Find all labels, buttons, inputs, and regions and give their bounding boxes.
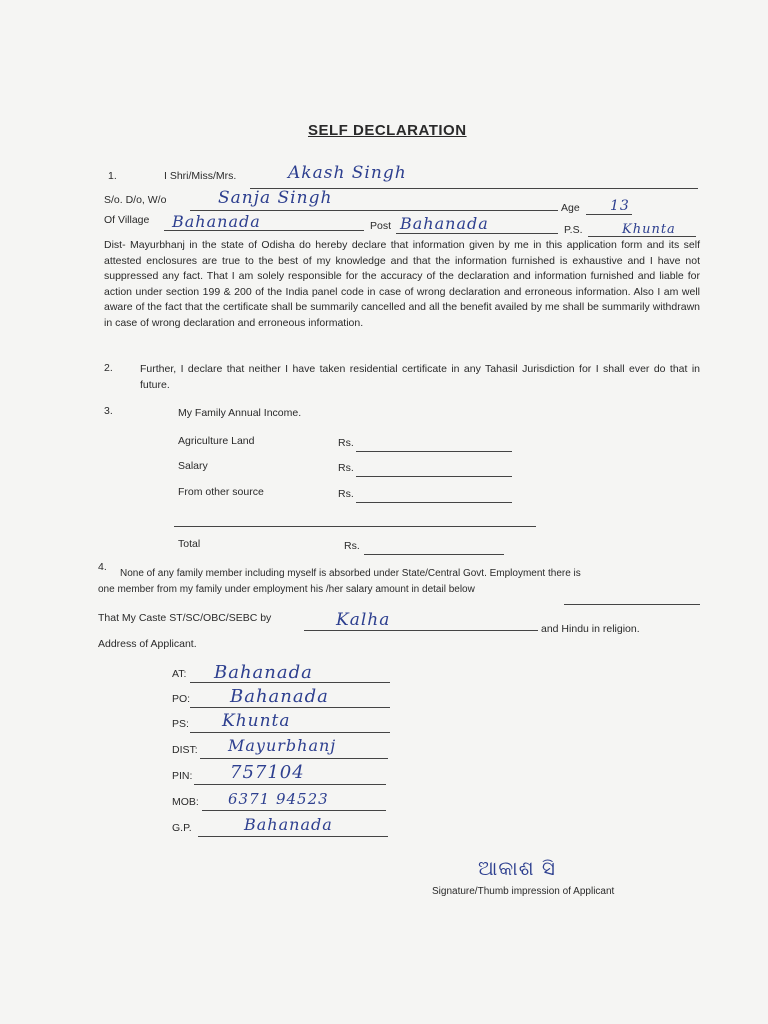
declaration-text: Dist- Mayurbhanj in the state of Odisha do hereby declare that information given by me in this application form and its self attested enclosures are true to the best of my knowledge and that the information furnished is exhaustive and I have not suppressed any fact. That I am solely responsible for the accuracy of the declaration and information furnished and liable for action under section 199 & 200 of the India panel code in case of wrong declaration and erroneous information. Also I am well aware of the fact that the certificate shall be summarily cancelled and all the benefit availed by me shall be summarily withdrawn in case of wrong declaration and erroneous information. [104,239,700,329]
total-label: Total [178,538,201,550]
item-4-line [564,604,700,605]
item-2-number: 2. [104,362,113,374]
address-field-label: PIN: [172,770,193,782]
address-field-line [190,707,390,708]
address-field-line [198,836,388,837]
caste-prefix: That My Caste ST/SC/OBC/SEBC by [98,612,272,624]
caste-value: Kalha [336,610,391,630]
village-label: Of Village [104,214,150,226]
income-row-rs: Rs. [338,462,354,474]
total-divider [174,526,536,527]
address-field-line [202,810,386,811]
total-rs: Rs. [344,540,360,552]
address-field-label: AT: [172,668,187,680]
income-heading: My Family Annual Income. [178,407,302,419]
address-field-value: Bahanada [214,662,313,683]
item-4-line-1: None of any family member including myself is absorbed under State/Central Govt. Employment there is [120,568,581,579]
address-field-value: Mayurbhanj [228,736,337,755]
address-field-value: Khunta [222,711,291,731]
address-field-label: PO: [172,693,191,705]
caste-suffix: and Hindu in religion. [541,623,640,635]
total-line [364,554,504,555]
income-row-label: Salary [178,460,208,472]
address-field-value: 757104 [230,762,305,783]
address-field-value: 6371 94523 [228,790,329,808]
income-row-line [356,451,512,452]
post-value: Bahanada [400,214,489,233]
relation-label: S/o. D/o, W/o [104,194,167,206]
page-title: SELF DECLARATION [308,122,467,139]
address-field-label: G.P. [172,822,192,834]
ps-value: Khunta [622,222,676,237]
address-field-label: MOB: [172,796,199,808]
age-label: Age [561,202,580,214]
address-field-label: PS: [172,718,189,730]
caste-line [304,630,538,631]
item-1-number: 1. [108,170,117,182]
signature-caption: Signature/Thumb impression of Applicant [432,886,615,897]
income-row-rs: Rs. [338,437,354,449]
village-value: Bahanada [172,212,261,231]
post-label: Post [370,220,392,232]
address-field-value: Bahanada [244,815,333,834]
relation-value: Sanja Singh [218,188,333,208]
address-field-line [190,732,390,733]
age-line [586,214,632,215]
address-field-line [194,784,386,785]
income-row-label: Agriculture Land [178,435,255,447]
name-label: I Shri/Miss/Mrs. [164,170,237,182]
post-line [396,233,558,234]
address-field-label: DIST: [172,744,198,756]
address-field-line [200,758,388,759]
age-value: 13 [610,198,630,214]
name-value: Akash Singh [288,163,407,183]
income-row-line [356,502,512,503]
item-4-line-2: one member from my family under employment his /her salary amount in detail below [98,584,475,595]
income-row-line [356,476,512,477]
item-3-number: 3. [104,405,113,417]
address-heading: Address of Applicant. [98,638,197,650]
item-4-number: 4. [98,561,107,573]
ps-label: P.S. [564,224,583,236]
income-row-label: From other source [178,486,264,498]
relation-line [190,210,558,211]
income-row-rs: Rs. [338,488,354,500]
item-2-text: Further, I declare that neither I have taken residential certificate in any Tahasil Jurisdiction for I shall ever do that in future. [140,363,700,391]
address-field-value: Bahanada [230,686,329,707]
signature-scribble: ଆକାଶ ସି [478,856,556,880]
